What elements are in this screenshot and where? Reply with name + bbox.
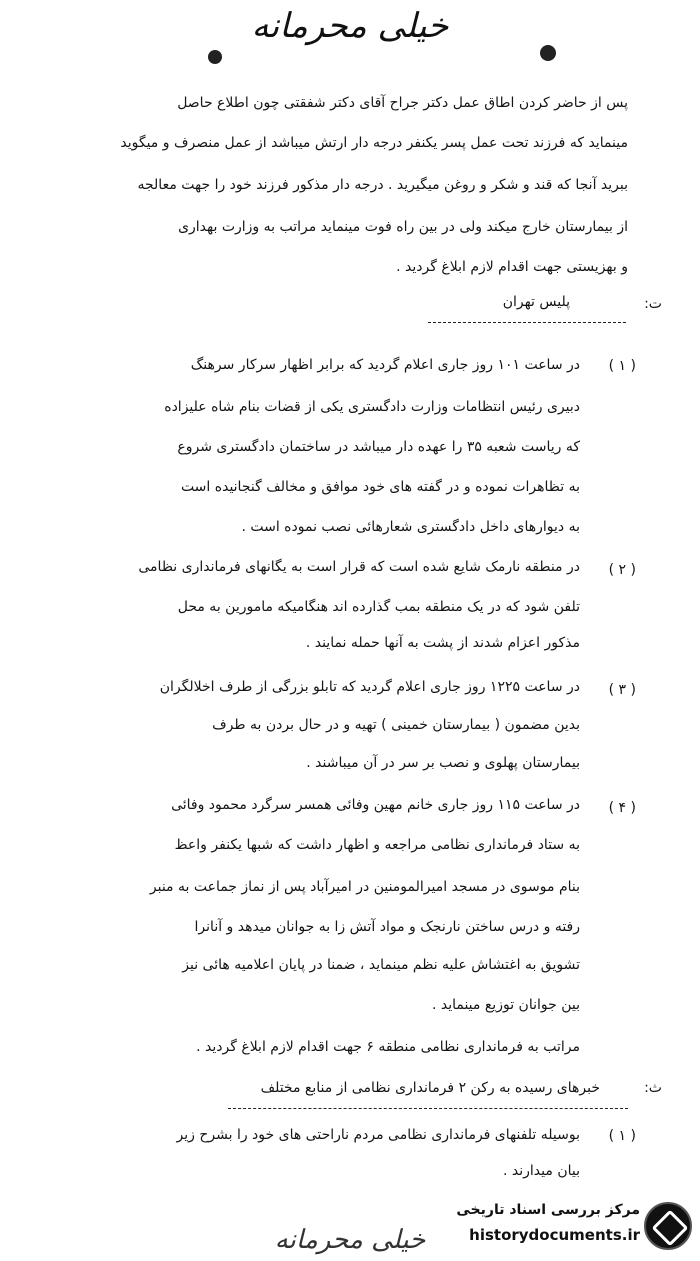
item-line: دبیری رئیس انتظامات وزارت دادگستری یکی از قضات بنام شاه علیزاده bbox=[164, 399, 580, 415]
classification-header: خیلی محرمانه bbox=[251, 6, 449, 46]
item-line: بیمارستان پهلوی و نصب بر سر در آن میباشند . bbox=[306, 755, 580, 771]
ink-stamp-dot-right bbox=[540, 45, 556, 61]
watermark-title: مرکز بررسی اسناد تاریخی bbox=[456, 1202, 640, 1218]
item-line: در منطقه نارمک شایع شده است که قرار است به یگانهای فرمانداری نظامی bbox=[138, 559, 580, 575]
item-number: ( ۱ ) bbox=[608, 1128, 636, 1144]
section-title: خبرهای رسیده به رکن ۲ فرمانداری نظامی از منابع مختلف bbox=[260, 1080, 600, 1096]
item-number: ( ۲ ) bbox=[608, 562, 636, 578]
item-number: ( ۱ ) bbox=[608, 358, 636, 374]
item-line: بنام موسوی در مسجد امیرالمومنین در امیرآباد پس از نماز جماعت به منبر bbox=[149, 879, 580, 895]
item-line: بدین مضمون ( بیمارستان خمینی ) تهیه و در حال بردن به طرف bbox=[212, 717, 580, 733]
item-line: در ساعت ۱۱۵ روز جاری خانم مهین وفائی همسر سرگرد محمود وفائی bbox=[171, 797, 580, 813]
intro-line: از بیمارستان خارج میکند ولی در بین راه فوت مینماید مراتب به وزارت بهداری bbox=[178, 219, 628, 235]
classification-footer: خیلی محرمانه bbox=[274, 1225, 426, 1255]
archive-logo-icon bbox=[644, 1202, 692, 1250]
item-line: تلفن شود که در یک منطقه بمب گذارده اند هنگامیکه مامورین به محل bbox=[177, 599, 580, 615]
item-line: مراتب به فرمانداری نظامی منطقه ۶ جهت اقدام لازم ابلاغ گردید . bbox=[196, 1039, 580, 1055]
intro-line: ببرید آنجا که قند و شکر و روغن میگیرید . درجه دار مذکور فرزند خود را جهت معالجه bbox=[137, 177, 628, 193]
archive-watermark bbox=[418, 1196, 700, 1256]
item-number: ( ۴ ) bbox=[608, 800, 636, 816]
item-line: به دیوارهای داخل دادگستری شعارهائی نصب نموده است . bbox=[241, 519, 580, 535]
section-title: پلیس تهران bbox=[502, 294, 570, 310]
item-line: که ریاست شعبه ۳۵ را عهده دار میباشد در ساختمان دادگستری شروع bbox=[177, 439, 580, 455]
item-line: در ساعت ۱۰۱ روز جاری اعلام گردید که برابر اظهار سرکار سرهنگ bbox=[190, 357, 580, 373]
item-line: به ستاد فرمانداری نظامی مراجعه و اظهار داشت که شبها یکنفر واعظ bbox=[174, 837, 580, 853]
section-underline bbox=[228, 1108, 628, 1109]
section-marker: ت: bbox=[644, 296, 662, 312]
item-line: مذکور اعزام شدند از پشت به آنها حمله نمایند . bbox=[305, 635, 580, 651]
item-line: رفته و درس ساختن نارنجک و مواد آتش زا به جوانان میدهد و آنانرا bbox=[194, 919, 580, 935]
intro-line: و بهزیستی جهت اقدام لازم ابلاغ گردید . bbox=[396, 259, 628, 275]
item-line: در ساعت ۱۲۲۵ روز جاری اعلام گردید که تابلو بزرگی از طرف اخلالگران bbox=[159, 679, 580, 695]
ink-stamp-dot bbox=[208, 50, 222, 64]
intro-line: مینماید که فرزند تحت عمل پسر یکنفر درجه دار ارتش میباشد از عمل منصرف و میگوید bbox=[120, 135, 628, 151]
item-line: بیان میدارند . bbox=[503, 1163, 580, 1179]
section-marker: ث: bbox=[644, 1080, 662, 1096]
item-number: ( ۳ ) bbox=[608, 682, 636, 698]
intro-line: پس از حاضر کردن اطاق عمل دکتر جراح آقای دکتر شفقتی چون اطلاع حاصل bbox=[177, 95, 628, 111]
item-line: بوسیله تلفنهای فرمانداری نظامی مردم ناراحتی های خود را بشرح زیر bbox=[176, 1127, 580, 1143]
item-line: بین جوانان توزیع مینماید . bbox=[431, 997, 580, 1013]
section-underline bbox=[428, 322, 626, 323]
watermark-url: historydocuments.ir bbox=[469, 1226, 640, 1244]
item-line: به تظاهرات نموده و در گفته های خود موافق و مخالف گنجانیده است bbox=[180, 479, 580, 495]
item-line: تشویق به اغتشاش علیه نظم مینماید ، ضمنا در پایان اعلامیه هائی نیز bbox=[182, 957, 580, 973]
